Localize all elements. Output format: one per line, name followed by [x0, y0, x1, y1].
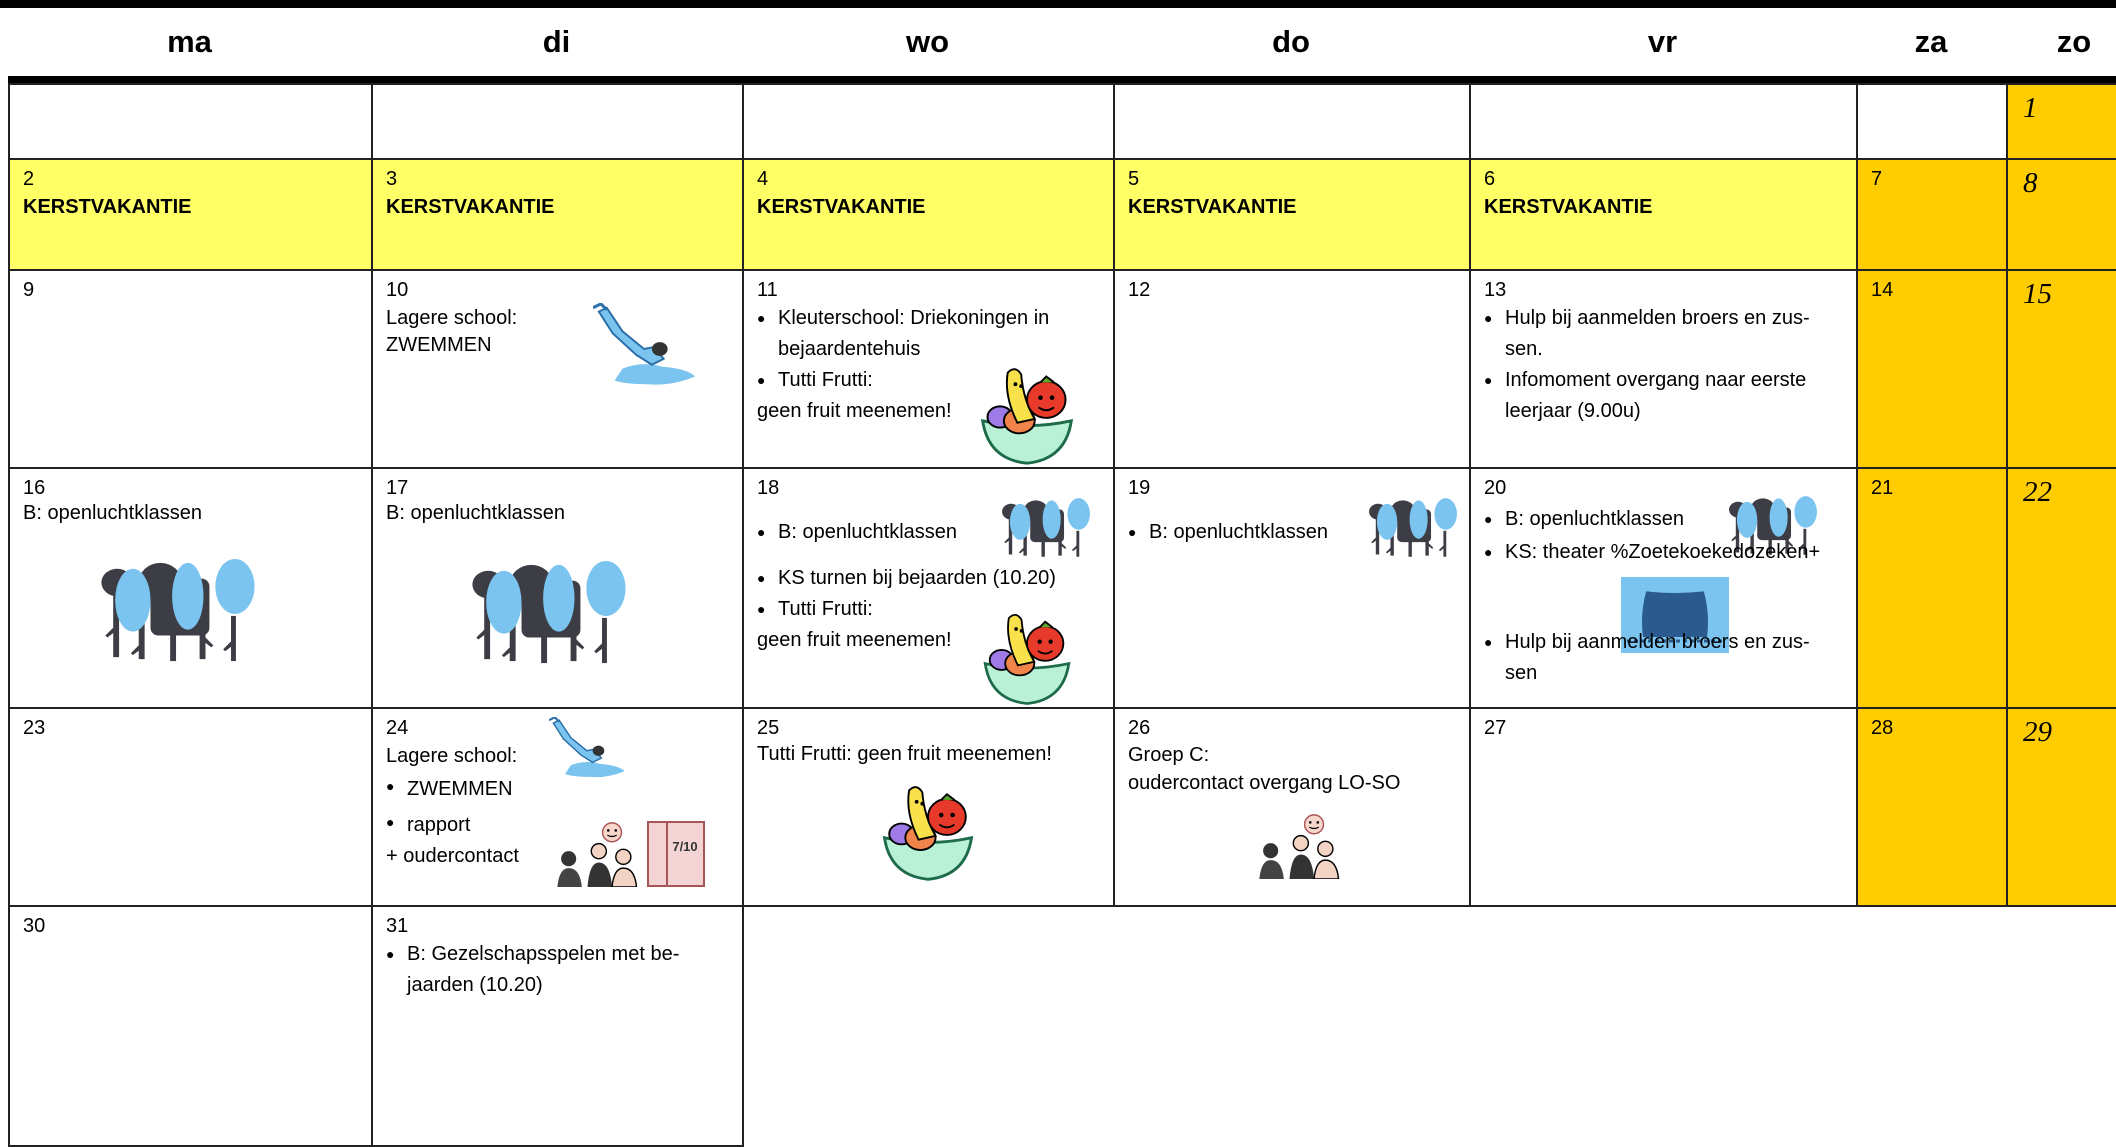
- weekday-header-zo: zo: [2056, 24, 2092, 59]
- day-cell: [372, 708, 743, 906]
- vacation-label: KERSTVAKANTIE: [757, 196, 926, 218]
- day-number: 29: [2023, 716, 2052, 748]
- day-cell-sunday: [2007, 84, 2116, 159]
- report-card-icon: [647, 821, 705, 887]
- day-cell: [743, 468, 1114, 708]
- event-item: ● Kleuterschool: Driekoningen in bejaardentehuis: [757, 303, 1077, 365]
- event-line: ZWEMMEN: [386, 334, 492, 356]
- day-cell: [743, 708, 1114, 906]
- top-rule: [0, 0, 2116, 8]
- parents-meeting-icon: [553, 821, 639, 887]
- vacation-label: KERSTVAKANTIE: [1484, 196, 1653, 218]
- day-cell: [372, 270, 743, 468]
- day-number: 13: [1484, 279, 1507, 301]
- day-number: 26: [1128, 717, 1151, 739]
- week-row: [9, 708, 2116, 906]
- day-number: 11: [757, 279, 778, 301]
- day-number: 30: [23, 915, 46, 937]
- day-cell: [1114, 708, 1470, 906]
- day-cell-saturday: [1857, 708, 2007, 906]
- day-cell-vacation: [9, 159, 372, 270]
- event-line: geen fruit meenemen!: [757, 400, 952, 422]
- day-number: 18: [757, 477, 780, 499]
- week-row: [9, 906, 2116, 1146]
- day-number: 21: [1871, 477, 1894, 499]
- trees-icon: [1367, 497, 1459, 559]
- week-row: [9, 270, 2116, 468]
- event-line: B: openluchtklassen: [386, 502, 566, 524]
- day-cell: [9, 906, 372, 1146]
- day-cell: [9, 468, 372, 708]
- event-line: B: openluchtklassen: [23, 502, 203, 524]
- day-cell: [372, 906, 743, 1146]
- day-number: 15: [2023, 278, 2052, 310]
- day-number: 23: [23, 717, 46, 739]
- day-cell: [372, 84, 743, 159]
- event-item: ● B: Gezelschapsspelen met be-jaarden (10.20): [386, 939, 706, 1001]
- day-cell: [372, 468, 743, 708]
- day-cell-saturday: [1857, 270, 2007, 468]
- trees-icon: [98, 557, 258, 665]
- day-cell-saturday: [1857, 159, 2007, 270]
- trees-icon: [1000, 497, 1092, 559]
- event-item: ● Tutti Frutti:: [757, 594, 1103, 625]
- day-number: 5: [1128, 168, 1140, 190]
- day-cell: [1470, 708, 1857, 906]
- fruit-bowl-icon: [977, 609, 1077, 708]
- calendar-grid: [8, 83, 2116, 1147]
- vacation-label: KERSTVAKANTIE: [386, 196, 555, 218]
- fruit-bowl-icon: [880, 781, 976, 885]
- day-number: 2: [23, 168, 35, 190]
- day-cell-vacation: [1470, 159, 1857, 270]
- weekday-header-di: di: [542, 24, 571, 59]
- day-number: 3: [386, 168, 398, 190]
- day-number: 7: [1871, 168, 1883, 190]
- trees-icon: [469, 559, 629, 667]
- day-number: 20: [1484, 477, 1507, 499]
- day-number: 12: [1128, 279, 1151, 301]
- event-item: ● B: openluchtklassen: [1484, 501, 1846, 537]
- day-cell-vacation: [743, 159, 1114, 270]
- event-item: ● Infomoment overgang naar eerste leerjaar (9.00u): [1484, 365, 1834, 427]
- day-cell-sunday: [2007, 159, 2116, 270]
- day-cell: [1470, 468, 1857, 708]
- weekday-header-do: do: [1272, 24, 1310, 59]
- day-cell: [9, 270, 372, 468]
- event-line: + oudercontact: [386, 845, 519, 867]
- event-item: ● B: openluchtklassen: [1128, 501, 1459, 563]
- day-number: 14: [1871, 279, 1894, 301]
- event-item: ● Hulp bij aanmelden broers en zus-sen: [1484, 627, 1834, 689]
- day-cell: [743, 270, 1114, 468]
- day-number: 25: [757, 717, 780, 739]
- day-cell-vacation: [372, 159, 743, 270]
- day-cell: [743, 84, 1114, 159]
- event-item: ● Tutti Frutti:: [757, 365, 1103, 396]
- event-item: ● rapport: [386, 807, 732, 843]
- event-line: Tutti Frutti: geen fruit meenemen!: [757, 743, 1052, 765]
- day-number: 22: [2023, 476, 2052, 508]
- day-cell: [9, 708, 372, 906]
- fruit-bowl-icon: [977, 363, 1077, 468]
- day-number: 28: [1871, 717, 1894, 739]
- day-number: 27: [1484, 717, 1507, 739]
- day-cell: [1114, 468, 1470, 708]
- parents-meeting-icon: [1255, 813, 1341, 879]
- event-item: ● B: openluchtklassen: [757, 501, 1103, 563]
- empty-area: [743, 906, 2116, 1146]
- event-line: Lagere school:: [386, 745, 518, 767]
- vacation-label: KERSTVAKANTIE: [23, 196, 192, 218]
- event-line: oudercontact overgang LO-SO: [1128, 772, 1401, 794]
- day-number: 19: [1128, 477, 1151, 499]
- day-number: 8: [2023, 167, 2038, 199]
- day-cell: [9, 84, 372, 159]
- day-cell-sunday: [2007, 468, 2116, 708]
- day-number: 9: [23, 279, 35, 301]
- weekday-header-za: za: [1914, 24, 1948, 59]
- week-row: [9, 84, 2116, 159]
- day-cell-vacation: [1114, 159, 1470, 270]
- event-item: ● ZWEMMEN: [386, 771, 732, 807]
- day-number: 24: [386, 717, 409, 739]
- day-cell: [1114, 270, 1470, 468]
- day-number: 17: [386, 477, 409, 499]
- week-row: [9, 468, 2116, 708]
- day-number: 1: [2023, 92, 2038, 124]
- day-number: 31: [386, 915, 409, 937]
- event-line: Groep C:: [1128, 744, 1210, 766]
- report-grade: 7/10: [672, 839, 698, 854]
- event-item: ● KS turnen bij bejaarden (10.20): [757, 563, 1103, 594]
- vacation-label: KERSTVAKANTIE: [1128, 196, 1297, 218]
- day-cell: [1470, 84, 1857, 159]
- day-number: 4: [757, 168, 769, 190]
- weekday-header-vr: vr: [1647, 24, 1678, 59]
- event-line: Lagere school:: [386, 307, 518, 329]
- swimmer-icon: [593, 303, 701, 393]
- day-cell-saturday: [1857, 468, 2007, 708]
- day-cell: [1114, 84, 1470, 159]
- event-item: ● Hulp bij aanmelden broers en zus-sen.: [1484, 303, 1834, 365]
- day-cell-sunday: [2007, 708, 2116, 906]
- swimmer-icon: [549, 717, 629, 783]
- day-number: 6: [1484, 168, 1496, 190]
- event-line: geen fruit meenemen!: [757, 629, 952, 651]
- event-item: ● KS: theater %Zoetekoekedozeken+: [1484, 537, 1846, 627]
- day-number: 10: [386, 279, 409, 301]
- day-cell: [1857, 84, 2007, 159]
- day-number: 16: [23, 477, 46, 499]
- weekday-header-wo: wo: [905, 24, 950, 59]
- weekday-header-ma: ma: [167, 24, 212, 59]
- week-row: [9, 159, 2116, 270]
- day-cell-sunday: [2007, 270, 2116, 468]
- day-cell: [1470, 270, 1857, 468]
